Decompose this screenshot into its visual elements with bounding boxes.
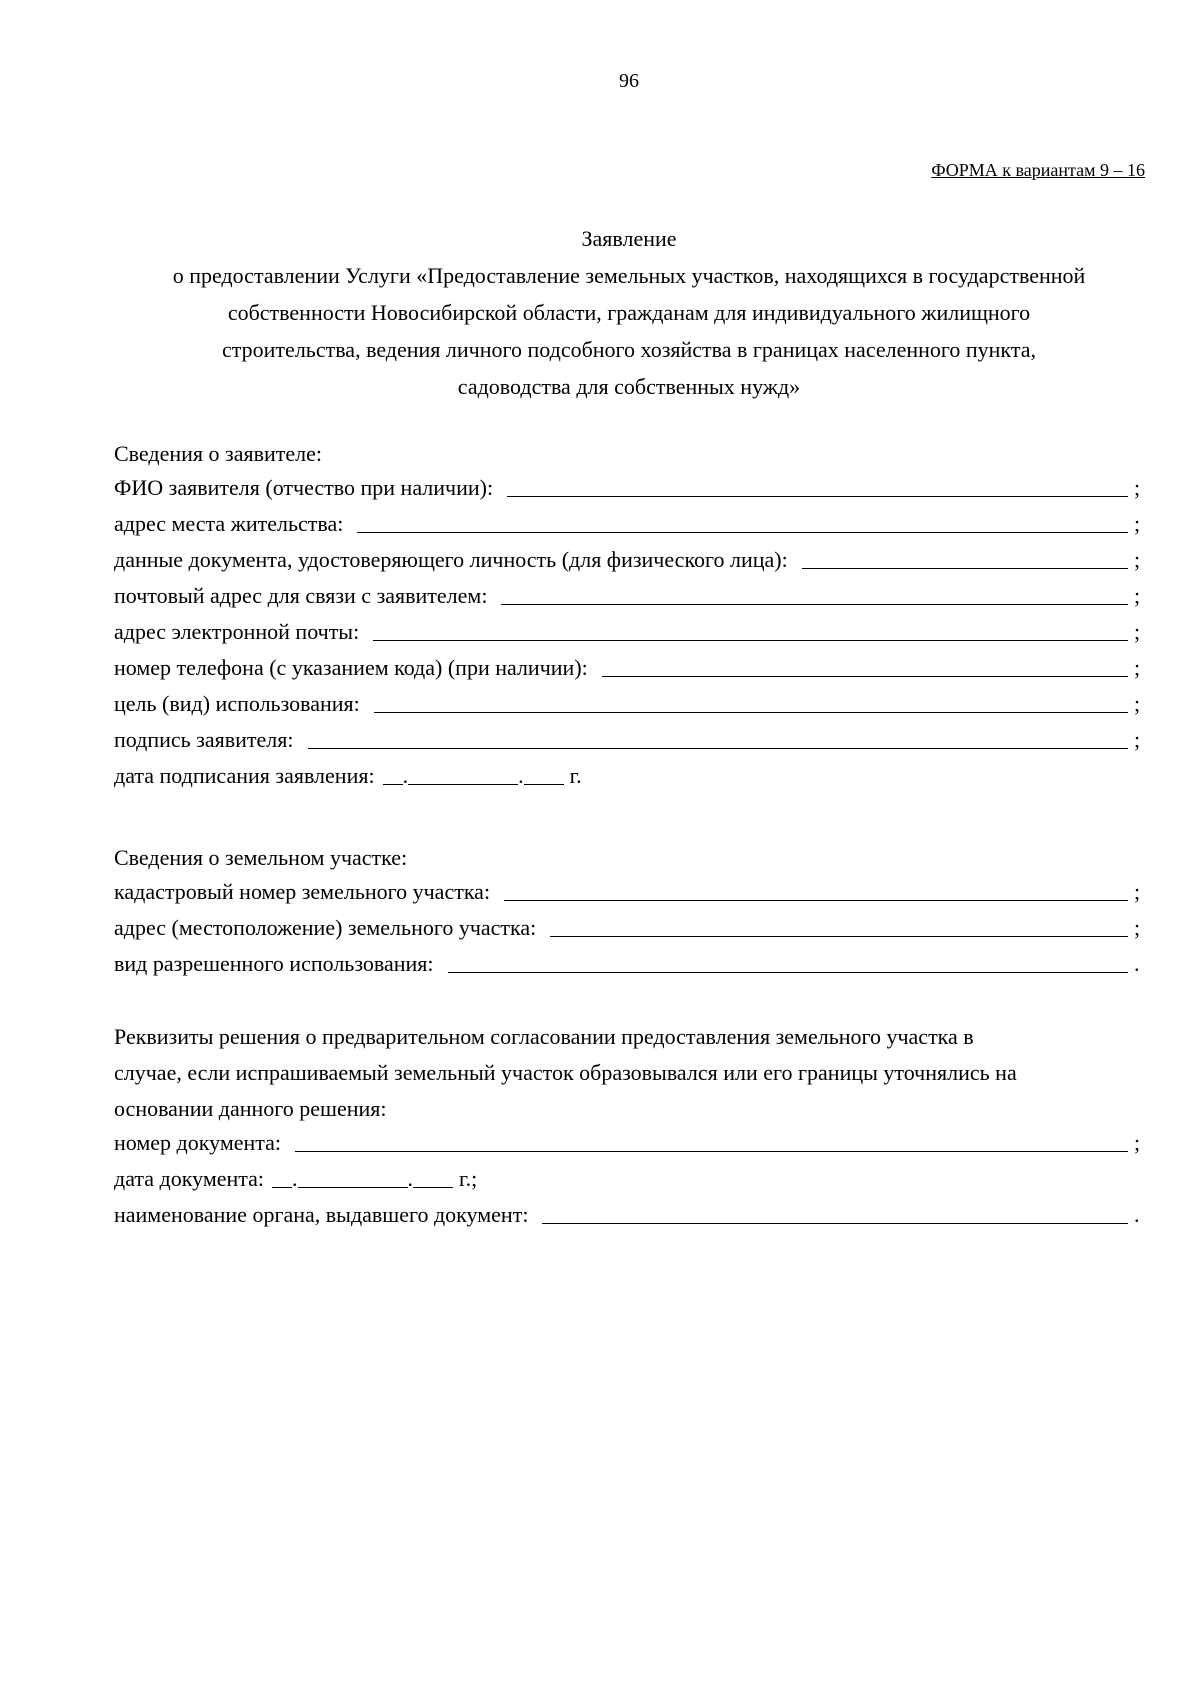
field-terminator: ; <box>1134 915 1141 940</box>
title-line: о предоставлении Услуги «Предоставление земельных участков, находящихся в государственной <box>172 263 1086 288</box>
date-suffix: г. <box>569 763 582 788</box>
month-blank[interactable] <box>298 1165 408 1188</box>
form-line <box>114 544 1144 580</box>
field-terminator: ; <box>1134 879 1141 904</box>
form-line <box>114 724 1144 760</box>
cadastral-number-input-line[interactable] <box>504 878 1128 901</box>
title-line: строительства, ведения личного подсобного хозяйства в границах населенного пункта, <box>222 337 1036 362</box>
field-terminator: ; <box>1134 547 1141 572</box>
postal-address-input-line[interactable] <box>501 582 1128 605</box>
day-blank[interactable] <box>383 762 403 785</box>
residence-address-input-line[interactable] <box>357 510 1128 533</box>
form-line <box>114 948 1144 984</box>
form-line <box>114 912 1144 948</box>
form-reference: ФОРМА к вариантам 9 – 16 <box>931 160 1145 180</box>
field-label: ФИО заявителя (отчество при наличии): <box>114 475 494 500</box>
form-line <box>114 580 1144 616</box>
field-label: почтовый адрес для связи с заявителем: <box>114 583 488 608</box>
form-line <box>114 652 1144 688</box>
title-line: собственности Новосибирской области, гражданам для индивидуального жилищного <box>227 300 1031 325</box>
field-label: номер телефона (с указанием кода) (при наличии): <box>114 655 588 680</box>
signature-input-line[interactable] <box>308 726 1128 749</box>
decision-section <box>114 1019 1144 1235</box>
applicant-section <box>114 436 1144 796</box>
field-label: адрес (местоположение) земельного участка: <box>114 915 537 940</box>
date-suffix: г.; <box>459 1166 478 1191</box>
field-terminator: ; <box>1134 691 1141 716</box>
purpose-input-line[interactable] <box>374 690 1128 713</box>
field-terminator: ; <box>1134 511 1141 536</box>
field-label: кадастровый номер земельного участка: <box>114 879 491 904</box>
land-plot-section <box>114 840 1144 984</box>
month-blank[interactable] <box>408 762 518 785</box>
form-line <box>114 508 1144 544</box>
field-terminator: . <box>1134 1202 1140 1227</box>
field-terminator: ; <box>1134 475 1141 500</box>
field-label: вид разрешенного использования: <box>114 951 434 976</box>
field-terminator: ; <box>1134 619 1141 644</box>
field-terminator: ; <box>1134 727 1141 752</box>
field-terminator: ; <box>1134 1130 1141 1155</box>
title-heading: Заявление <box>581 226 677 251</box>
doc-number-input-line[interactable] <box>295 1129 1128 1152</box>
paragraph-line: случае, если испрашиваемый земельный участок образовывался или его границы уточнялись на <box>114 1060 1017 1085</box>
field-label: цель (вид) использования: <box>114 691 360 716</box>
field-terminator: . <box>1134 951 1140 976</box>
doc-date-field[interactable]: . . <box>272 1163 453 1192</box>
field-label: номер документа: <box>114 1130 282 1155</box>
plot-address-input-line[interactable] <box>550 914 1128 937</box>
form-line <box>114 616 1144 652</box>
year-blank[interactable] <box>413 1165 453 1188</box>
form-line <box>114 1127 1144 1163</box>
field-label: подпись заявителя: <box>114 727 294 752</box>
form-line <box>114 1199 1144 1235</box>
field-label: адрес электронной почты: <box>114 619 360 644</box>
field-terminator: ; <box>1134 655 1141 680</box>
title-line: садоводства для собственных нужд» <box>457 374 801 399</box>
issuer-input-line[interactable] <box>542 1201 1128 1224</box>
fio-input-line[interactable] <box>507 474 1128 497</box>
day-blank[interactable] <box>272 1165 292 1188</box>
year-blank[interactable] <box>524 762 564 785</box>
date-line <box>114 760 1144 796</box>
email-input-line[interactable] <box>373 618 1128 641</box>
phone-input-line[interactable] <box>602 654 1128 677</box>
field-label: наименование органа, выдавшего документ: <box>114 1202 529 1227</box>
form-line <box>114 472 1144 508</box>
field-label: данные документа, удостоверяющего личность (для физического лица): <box>114 547 788 572</box>
applicant-heading: Сведения о заявителе: <box>114 441 323 466</box>
date-line <box>114 1163 1144 1199</box>
identity-document-input-line[interactable] <box>802 546 1128 569</box>
field-label: дата подписания заявления: <box>114 763 375 788</box>
permitted-use-input-line[interactable] <box>448 950 1128 973</box>
date-field[interactable]: . . <box>383 760 564 789</box>
field-terminator: ; <box>1134 583 1141 608</box>
document-title <box>100 220 1158 405</box>
paragraph-line: основании данного решения: <box>114 1096 387 1121</box>
form-line <box>114 876 1144 912</box>
field-label: адрес места жительства: <box>114 511 344 536</box>
land-plot-heading: Сведения о земельном участке: <box>114 845 408 870</box>
field-label: дата документа: <box>114 1166 265 1191</box>
paragraph-line: Реквизиты решения о предварительном согласовании предоставления земельного участка в <box>114 1024 974 1049</box>
page-number: 96 <box>619 70 639 92</box>
form-line <box>114 688 1144 724</box>
